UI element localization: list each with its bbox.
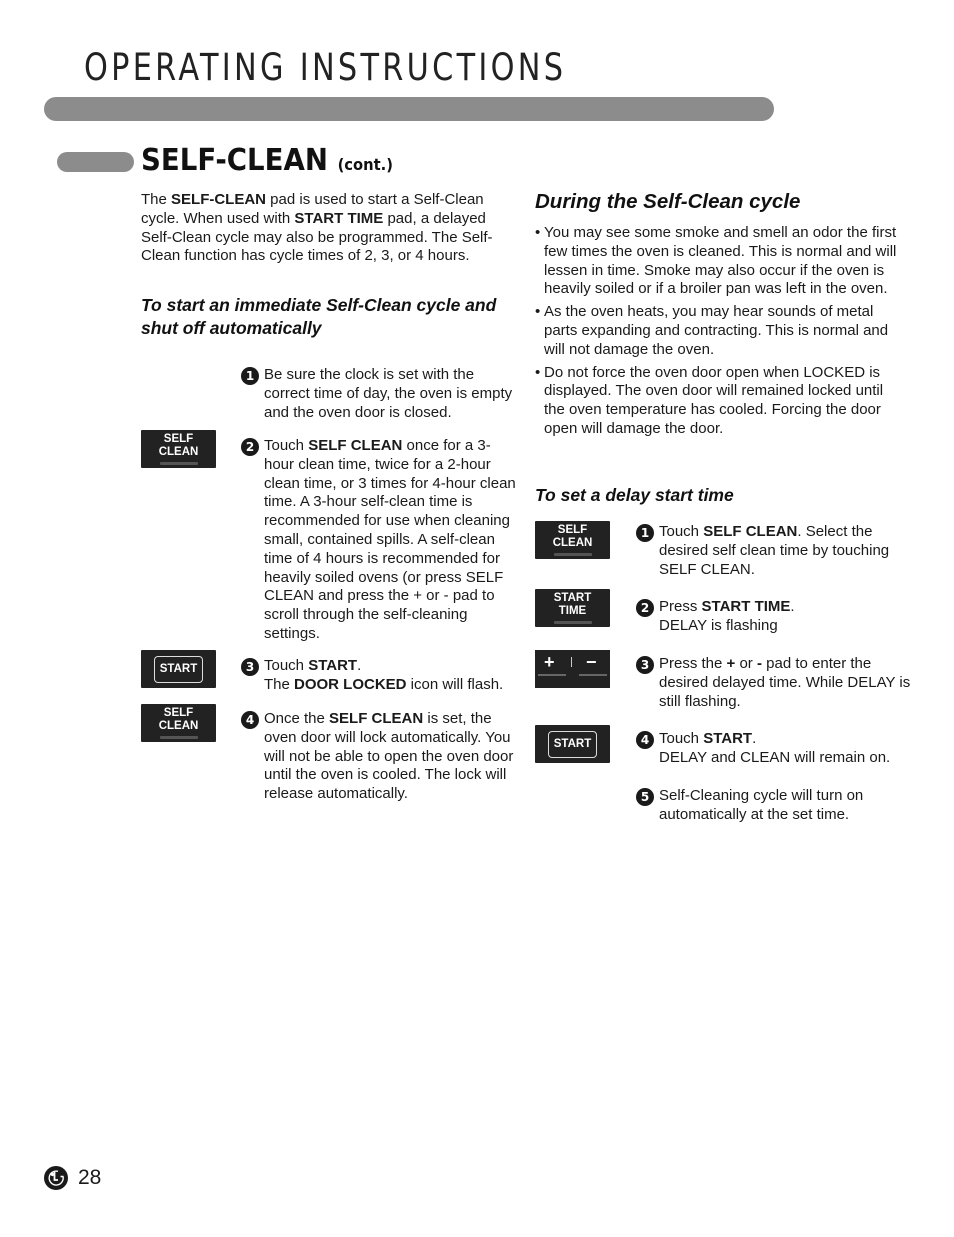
pad-label-start: START <box>553 592 592 604</box>
self-clean-pad-image <box>141 430 216 468</box>
delay-start-pad-image <box>535 725 610 763</box>
page-header-title: OPERATING INSTRUCTIONS <box>84 46 567 89</box>
intro-bold-2: START TIME <box>294 209 384 227</box>
delay-step-2-text: Press START TIME. DELAY is flashing <box>659 598 795 634</box>
immediate-step-1 <box>241 366 516 422</box>
pad-indicator <box>160 736 198 739</box>
delay-step-3 <box>636 655 911 711</box>
pad-label-clean: CLEAN <box>158 446 199 458</box>
plus-minus-pad-image <box>535 650 610 688</box>
section-pill <box>57 152 134 172</box>
delay-step-2 <box>636 598 911 636</box>
immediate-heading: To start an immediate Self-Clean cycle and shut off automatically <box>141 295 497 338</box>
delay-step-3-text: Press the + or - pad to enter the desired delayed time. While DELAY is still flashing. <box>659 655 911 710</box>
pad-label-self: SELF <box>163 433 194 445</box>
pad-label-clean: CLEAN <box>158 720 199 732</box>
during-heading: During the Self-Clean cycle <box>535 190 801 213</box>
pad-label-self: SELF <box>163 707 194 719</box>
header-bar <box>44 97 774 121</box>
during-bullet-1: • You may see some smoke and smell an odor the first few times the oven is cleaned. This is normal and will lessen in time. Smoke may also occur if the oven is heavily soiled or if a broiler pan was left in the oven. <box>535 224 907 299</box>
delay-self-clean-pad-image <box>535 521 610 559</box>
immediate-step-3-text: Touch START. The DOOR LOCKED icon will flash. <box>264 657 504 693</box>
immediate-step-2 <box>241 437 516 644</box>
intro-paragraph <box>141 191 513 266</box>
pad-indicator <box>538 674 566 676</box>
start-pad-image <box>141 650 216 688</box>
intro-text-2: pad is used to start a Self-Clean cycle. When used with <box>141 191 484 227</box>
start-pad-label: START <box>154 656 203 683</box>
step-number-4: 4 <box>241 711 259 729</box>
step-number-1: 1 <box>636 524 654 542</box>
delay-step-5-text: Self-Cleaning cycle will turn on automatically at the set time. <box>659 787 864 823</box>
pad-indicator <box>554 553 592 556</box>
during-bullet-list <box>535 224 907 439</box>
delay-step-1-text: Touch SELF CLEAN. Select the desired self clean time by touching SELF CLEAN. <box>659 523 890 578</box>
pad-separator <box>571 657 572 667</box>
lg-logo-icon <box>44 1166 68 1190</box>
step-number-2: 2 <box>636 599 654 617</box>
section-title-text: SELF-CLEAN <box>141 143 328 178</box>
section-title <box>141 143 393 178</box>
during-bullet-1-text: You may see some smoke and smell an odor the first few times the oven is cleaned. This is normal and will lessen in time. Smoke may also occur if the oven is heavily soiled or if a broiler pan was left in the oven. <box>544 224 897 298</box>
step-number-4: 4 <box>636 731 654 749</box>
intro-text-1: The <box>141 191 172 208</box>
pad-indicator <box>579 674 607 676</box>
immediate-step-1-text: Be sure the clock is set with the correct time of day, the oven is empty and the oven door is closed. <box>264 366 513 421</box>
pad-label-self: SELF <box>557 524 588 536</box>
immediate-step-4 <box>241 710 516 804</box>
immediate-step-4-text: Once the SELF CLEAN is set, the oven door will lock automatically. You will not be able to open the oven door until the oven is cooled. The lock will release automatically. <box>264 710 514 803</box>
step-number-3: 3 <box>636 656 654 674</box>
step-number-1: 1 <box>241 367 259 385</box>
start-time-pad-image <box>535 589 610 627</box>
start-pad-label: START <box>548 731 597 758</box>
step-number-5: 5 <box>636 788 654 806</box>
minus-icon: − <box>586 652 597 672</box>
intro-text-3: pad, a delayed Self-Clean cycle may also be programmed. The Self-Clean function has cycle times of 2, 3, or 4 hours. <box>141 209 493 265</box>
delay-step-1 <box>636 523 911 579</box>
pad-indicator <box>160 462 198 465</box>
step-number-2: 2 <box>241 438 259 456</box>
pad-label-time: TIME <box>558 605 587 617</box>
delay-step-4 <box>636 730 911 768</box>
during-bullet-2: • As the oven heats, you may hear sounds of metal parts expanding and contracting. This is normal and will not damage the oven. <box>535 303 907 359</box>
immediate-step-2-text: Touch SELF CLEAN once for a 3-hour clean time, twice for a 2-hour clean time, or 3 times for 4-hour clean time. A 3-hour self-clean time is recommended for use when cleaning small, contained spills. A self-clean time of 4 hours is recommended for heavily soiled ovens (or press SELF CLEAN and press the + or - pad to scroll through the self-cleaning settings. <box>264 437 516 642</box>
self-clean-pad-image-2 <box>141 704 216 742</box>
pad-indicator <box>554 621 592 624</box>
during-bullet-3-text: Do not force the oven door open when LOCKED is displayed. The oven door will remained locked until the oven temperature has cooled. Forcing the door open will damage the door. <box>544 363 884 437</box>
delay-step-4-text: Touch START. DELAY and CLEAN will remain on. <box>659 730 891 766</box>
delay-step-5 <box>636 787 911 825</box>
plus-icon: + <box>544 652 555 672</box>
delay-heading: To set a delay start time <box>535 485 734 505</box>
step-number-3: 3 <box>241 658 259 676</box>
lg-logo <box>44 1166 68 1190</box>
during-bullet-2-text: As the oven heats, you may hear sounds of metal parts expanding and contracting. This is normal and will not damage the oven. <box>544 303 889 358</box>
pad-label-clean: CLEAN <box>552 537 593 549</box>
during-bullet-3: • Do not force the oven door open when LOCKED is displayed. The oven door will remained locked until the oven temperature has cooled. Forcing the door open will damage the door. <box>535 364 907 439</box>
section-title-cont: (cont.) <box>337 155 393 174</box>
immediate-step-3 <box>241 657 521 695</box>
page-number: 28 <box>78 1166 102 1189</box>
intro-bold-1: SELF-CLEAN <box>171 191 267 208</box>
